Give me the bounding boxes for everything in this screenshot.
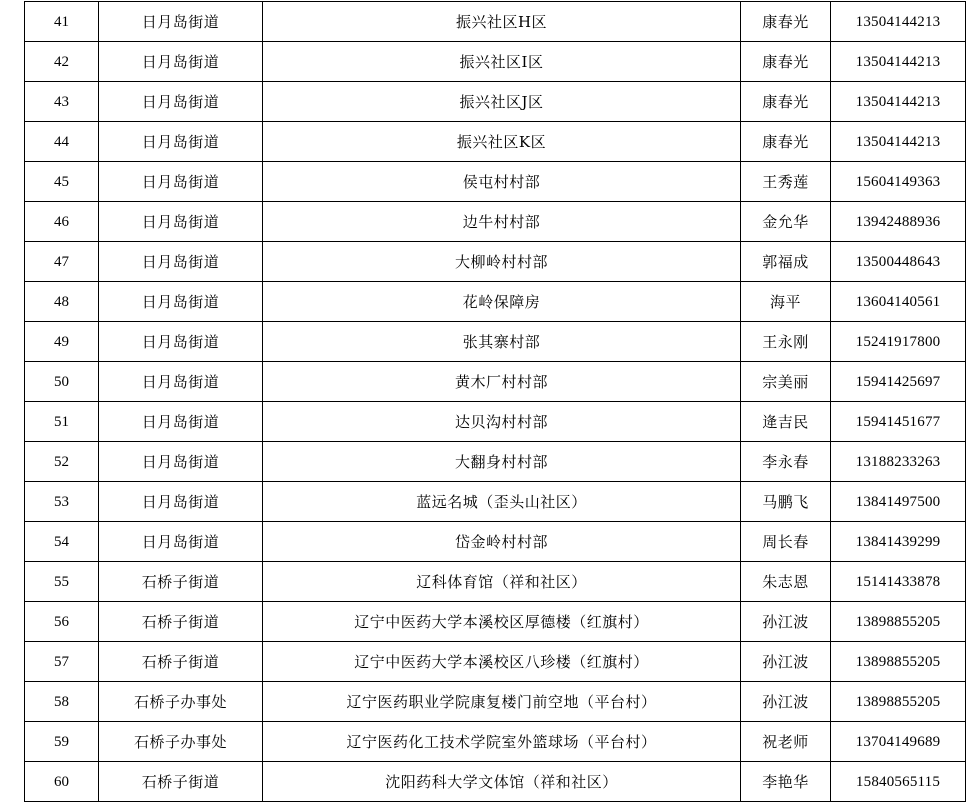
- cell-street: 日月岛街道: [99, 482, 263, 522]
- cell-street: 石桥子办事处: [99, 682, 263, 722]
- table-row: [25, 442, 966, 482]
- cell-phone: 15604149363: [831, 162, 966, 202]
- cell-street: 石桥子办事处: [99, 722, 263, 762]
- table-row: [25, 282, 966, 322]
- cell-site: 振兴社区I区: [263, 42, 741, 82]
- cell-phone: 13841497500: [831, 482, 966, 522]
- table-row: [25, 642, 966, 682]
- cell-phone: 13898855205: [831, 642, 966, 682]
- table-row: [25, 682, 966, 722]
- cell-index: 43: [25, 82, 99, 122]
- table-row: [25, 202, 966, 242]
- table-row: [25, 402, 966, 442]
- cell-index: 59: [25, 722, 99, 762]
- table-row: [25, 2, 966, 42]
- cell-person: 李永春: [741, 442, 831, 482]
- cell-site: 达贝沟村村部: [263, 402, 741, 442]
- cell-index: 53: [25, 482, 99, 522]
- cell-site: 振兴社区J区: [263, 82, 741, 122]
- cell-index: 47: [25, 242, 99, 282]
- cell-site: 张其寨村部: [263, 322, 741, 362]
- cell-person: 逄吉民: [741, 402, 831, 442]
- cell-index: 60: [25, 762, 99, 802]
- cell-street: 日月岛街道: [99, 2, 263, 42]
- cell-phone: 13898855205: [831, 602, 966, 642]
- table-row: [25, 82, 966, 122]
- cell-phone: 13841439299: [831, 522, 966, 562]
- cell-phone: 13604140561: [831, 282, 966, 322]
- table-row: [25, 562, 966, 602]
- cell-site: 辽宁中医药大学本溪校区八珍楼（红旗村）: [263, 642, 741, 682]
- cell-phone: 13942488936: [831, 202, 966, 242]
- document-page: [0, 1, 967, 802]
- cell-street: 日月岛街道: [99, 202, 263, 242]
- cell-index: 46: [25, 202, 99, 242]
- cell-street: 日月岛街道: [99, 322, 263, 362]
- cell-index: 54: [25, 522, 99, 562]
- cell-site: 辽宁中医药大学本溪校区厚德楼（红旗村）: [263, 602, 741, 642]
- cell-phone: 13898855205: [831, 682, 966, 722]
- cell-street: 日月岛街道: [99, 522, 263, 562]
- cell-site: 辽宁医药职业学院康复楼门前空地（平台村）: [263, 682, 741, 722]
- cell-site: 大翻身村村部: [263, 442, 741, 482]
- table-row: [25, 762, 966, 802]
- cell-phone: 13704149689: [831, 722, 966, 762]
- cell-phone: 15840565115: [831, 762, 966, 802]
- site-list-table: [24, 1, 966, 802]
- cell-site: 边牛村村部: [263, 202, 741, 242]
- cell-index: 50: [25, 362, 99, 402]
- cell-street: 日月岛街道: [99, 162, 263, 202]
- cell-site: 蓝远名城（歪头山社区）: [263, 482, 741, 522]
- table-row: [25, 42, 966, 82]
- cell-site: 大柳岭村村部: [263, 242, 741, 282]
- cell-index: 58: [25, 682, 99, 722]
- cell-site: 辽宁医药化工技术学院室外篮球场（平台村）: [263, 722, 741, 762]
- cell-person: 孙江波: [741, 642, 831, 682]
- cell-person: 海平: [741, 282, 831, 322]
- cell-person: 康春光: [741, 2, 831, 42]
- cell-index: 55: [25, 562, 99, 602]
- cell-street: 日月岛街道: [99, 42, 263, 82]
- cell-person: 金允华: [741, 202, 831, 242]
- cell-phone: 15241917800: [831, 322, 966, 362]
- cell-person: 朱志恩: [741, 562, 831, 602]
- cell-person: 王永刚: [741, 322, 831, 362]
- cell-street: 石桥子街道: [99, 602, 263, 642]
- cell-street: 日月岛街道: [99, 362, 263, 402]
- cell-site: 振兴社区K区: [263, 122, 741, 162]
- cell-street: 石桥子街道: [99, 562, 263, 602]
- cell-person: 康春光: [741, 82, 831, 122]
- cell-person: 周长春: [741, 522, 831, 562]
- cell-street: 日月岛街道: [99, 82, 263, 122]
- cell-index: 42: [25, 42, 99, 82]
- cell-person: 马鹏飞: [741, 482, 831, 522]
- cell-phone: 15141433878: [831, 562, 966, 602]
- table-row: [25, 722, 966, 762]
- cell-index: 44: [25, 122, 99, 162]
- table-body: [25, 2, 966, 802]
- cell-phone: 13500448643: [831, 242, 966, 282]
- table-row: [25, 122, 966, 162]
- cell-person: 宗美丽: [741, 362, 831, 402]
- cell-street: 石桥子街道: [99, 642, 263, 682]
- cell-street: 石桥子街道: [99, 762, 263, 802]
- cell-phone: 13504144213: [831, 42, 966, 82]
- cell-index: 51: [25, 402, 99, 442]
- table-row: [25, 602, 966, 642]
- cell-site: 沈阳药科大学文体馆（祥和社区）: [263, 762, 741, 802]
- table-row: [25, 322, 966, 362]
- cell-phone: 15941451677: [831, 402, 966, 442]
- cell-index: 41: [25, 2, 99, 42]
- cell-person: 康春光: [741, 42, 831, 82]
- cell-site: 花岭保障房: [263, 282, 741, 322]
- cell-site: 辽科体育馆（祥和社区）: [263, 562, 741, 602]
- cell-phone: 15941425697: [831, 362, 966, 402]
- cell-person: 王秀莲: [741, 162, 831, 202]
- cell-index: 49: [25, 322, 99, 362]
- cell-person: 孙江波: [741, 602, 831, 642]
- cell-street: 日月岛街道: [99, 402, 263, 442]
- cell-person: 孙江波: [741, 682, 831, 722]
- cell-index: 48: [25, 282, 99, 322]
- cell-index: 45: [25, 162, 99, 202]
- cell-site: 岱金岭村村部: [263, 522, 741, 562]
- cell-site: 振兴社区H区: [263, 2, 741, 42]
- cell-index: 56: [25, 602, 99, 642]
- cell-index: 52: [25, 442, 99, 482]
- cell-phone: 13504144213: [831, 82, 966, 122]
- cell-phone: 13504144213: [831, 2, 966, 42]
- cell-index: 57: [25, 642, 99, 682]
- table-row: [25, 162, 966, 202]
- table-row: [25, 522, 966, 562]
- cell-street: 日月岛街道: [99, 282, 263, 322]
- table-row: [25, 482, 966, 522]
- table-row: [25, 362, 966, 402]
- cell-phone: 13504144213: [831, 122, 966, 162]
- cell-street: 日月岛街道: [99, 242, 263, 282]
- cell-site: 侯屯村村部: [263, 162, 741, 202]
- cell-person: 李艳华: [741, 762, 831, 802]
- cell-phone: 13188233263: [831, 442, 966, 482]
- cell-street: 日月岛街道: [99, 122, 263, 162]
- cell-person: 祝老师: [741, 722, 831, 762]
- cell-person: 康春光: [741, 122, 831, 162]
- cell-site: 黄木厂村村部: [263, 362, 741, 402]
- cell-person: 郭福成: [741, 242, 831, 282]
- table-row: [25, 242, 966, 282]
- cell-street: 日月岛街道: [99, 442, 263, 482]
